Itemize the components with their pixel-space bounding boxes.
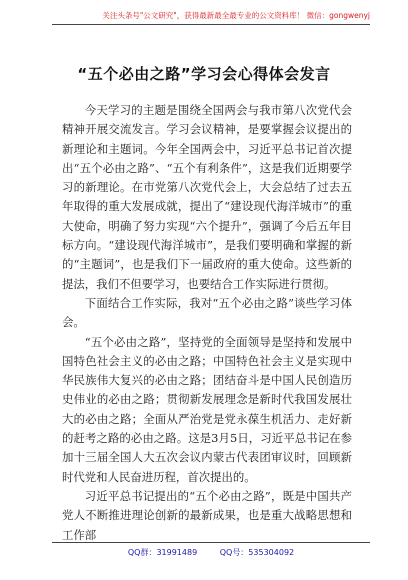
footer-divider (52, 542, 370, 543)
document-title: “五个必由之路”学习会心得体会发言 (77, 65, 331, 83)
paragraph: 习近平总书记提出的“五个必由之路”，既是中国共产党人不断推进理论创新的最新成果，也是重大战略思想和工作部 (62, 488, 352, 542)
paragraph: 下面结合工作实际，我对“五个必由之路”谈些学习体会。 (62, 295, 352, 330)
page-footer (52, 546, 370, 560)
header-divider (52, 24, 370, 25)
header-promo-text: 关注头条号"公文研究"，获得最新最全最专业的公文资料库！ 微信：gongwenyj (102, 11, 370, 20)
paragraph: 今天学习的主题是围绕全国两会与我市第八次党代会精神开展交流发言。学习会议精神，是要掌握会议提出的新理论和主题词。今年全国两会中，习近平总书记首次提出“五个必由之路”、“五个有利条件”，这是我们近期要学习的新理论。在市党第八次党代会上，大会总结了过去五年取得的重大发展成就，提出了“建设现代海洋城市”的重大使命，明确了努力实现“六个提升”，强调了今后五年目标方向。“建设现代海洋城市”，是我们要明确和掌握的新的“主题词”，也是我们下一届政府的重大使命。这些新的提法，我们不但要学习，也要结合工作实际进行贯彻。 (62, 103, 352, 291)
page-header (52, 8, 370, 24)
paragraph: “五个必由之路”，坚持党的全面领导是坚持和发展中国特色社会主义的必由之路；中国特色社会主义是实现中华民族伟大复兴的必由之路；团结奋斗是中国人民创造历史伟业的必由之路；贯彻新发展理念是新时代我国发展壮大的必由之路；全面从严治党是党永葆生机活力、走好新的赶考之路的必由之路。这是3月5日，习近平总书记在参加十三届全国人大五次会议内蒙古代表团审议时，回顾新时代党和人民奋进历程，首次提出的。 (62, 334, 352, 484)
document-body (62, 101, 352, 545)
footer-qq-number: QQ号：535304092 (219, 548, 295, 557)
footer-qq-group: QQ群：31991489 (127, 548, 198, 557)
